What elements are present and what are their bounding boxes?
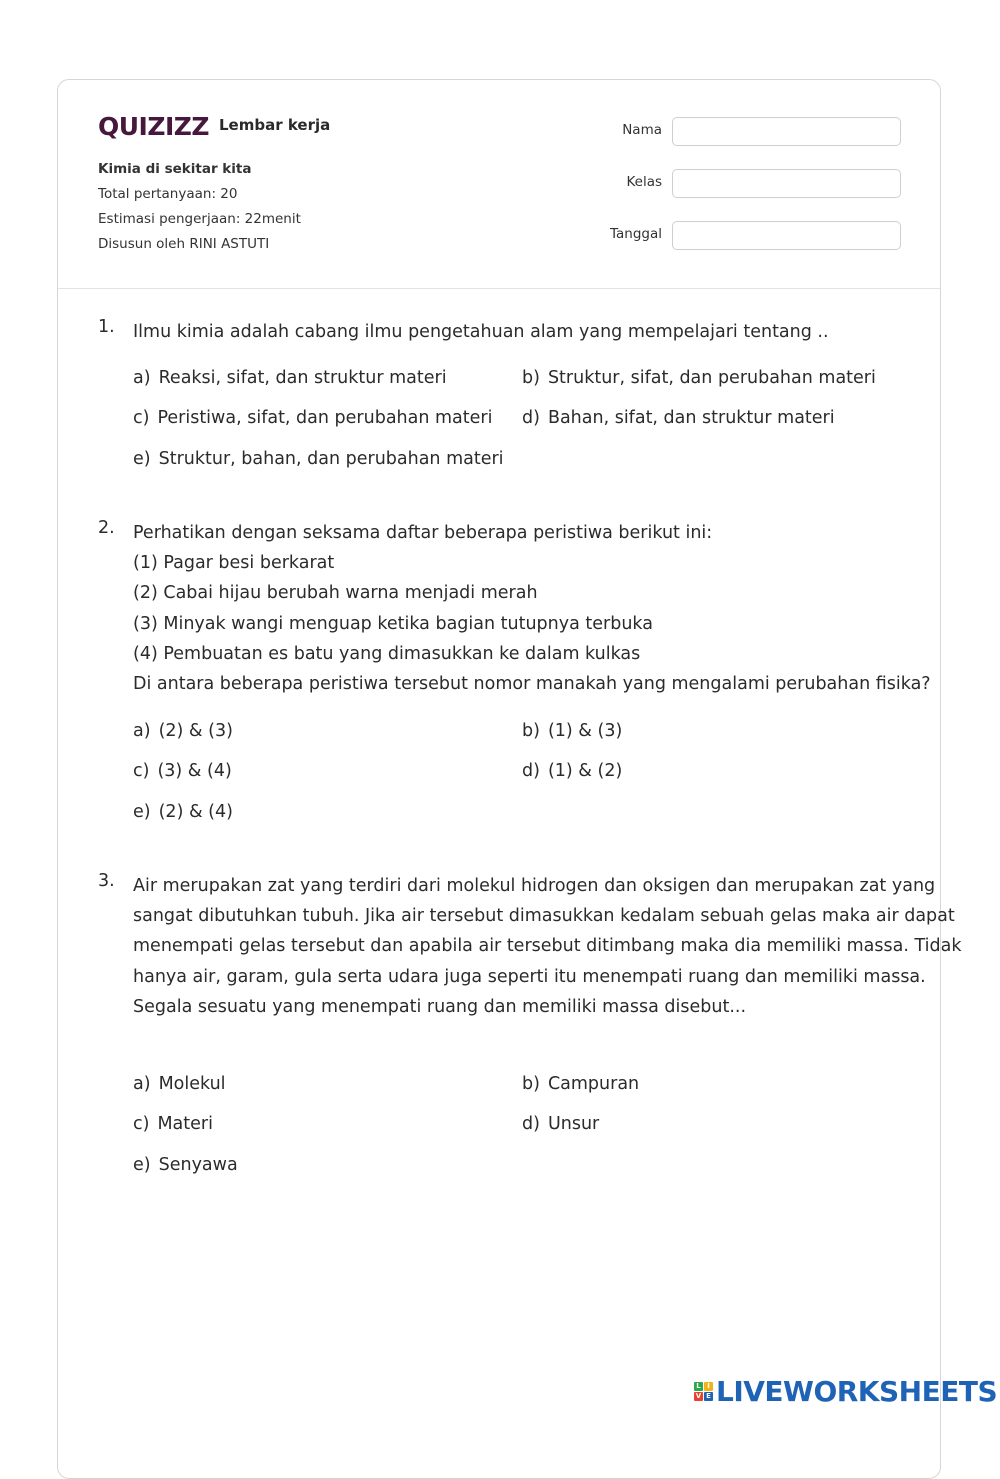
option-2c[interactable]: c) (3) & (4) [133, 761, 232, 781]
option-1a[interactable]: a) Reaksi, sifat, dan struktur materi [133, 368, 447, 388]
date-label: Tanggal [609, 226, 662, 242]
sheet-type-label: Lembar kerja [219, 116, 331, 134]
total-questions: Total pertanyaan: 20 [98, 186, 238, 202]
class-label: Kelas [626, 174, 662, 190]
date-field[interactable] [672, 221, 901, 250]
question-number: 1. [98, 317, 115, 337]
option-2b[interactable]: b) (1) & (3) [522, 721, 623, 741]
question-line: Ilmu kimia adalah cabang ilmu pengetahuan alam yang mempelajari tentang .. [133, 322, 829, 342]
option-3b[interactable]: b) Campuran [522, 1074, 640, 1094]
option-1b[interactable]: b) Struktur, sifat, dan perubahan materi [522, 368, 876, 388]
question-line: Segala sesuatu yang menempati ruang dan memiliki massa disebut... [133, 996, 747, 1017]
option-3d[interactable]: d) Unsur [522, 1114, 600, 1134]
name-label: Nama [622, 122, 662, 138]
question-line: Perhatikan dengan seksama daftar beberapa peristiwa berikut ini: [133, 523, 713, 543]
liveworksheets-blocks-icon: L I V E [694, 1382, 713, 1401]
question-line: Air merupakan zat yang terdiri dari molekul hidrogen dan oksigen dan merupakan zat yang [133, 876, 936, 896]
estimated-time: Estimasi pengerjaan: 22menit [98, 211, 301, 227]
header-divider [58, 288, 940, 289]
liveworksheets-wordmark: LIVEWORKSHEETS [716, 1375, 998, 1408]
question-number: 2. [98, 518, 115, 538]
liveworksheets-logo [694, 1375, 997, 1408]
svg-text:QUIZIZZ: QUIZIZZ [98, 112, 210, 141]
option-3c[interactable]: c) Materi [133, 1114, 213, 1134]
question-line: hanya air, garam, gula serta udara juga seperti itu menempati ruang dan memiliki massa. [133, 966, 926, 987]
question-line: (1) Pagar besi berkarat [133, 553, 335, 574]
quizizz-logo [98, 108, 210, 142]
option-2a[interactable]: a) (2) & (3) [133, 721, 233, 741]
question-line: Di antara beberapa peristiwa tersebut nomor manakah yang mengalami perubahan fisika? [133, 674, 931, 695]
question-line: (3) Minyak wangi menguap ketika bagian tutupnya terbuka [133, 613, 653, 634]
question-text [133, 317, 893, 347]
question-line: (4) Pembuatan es batu yang dimasukkan ke dalam kulkas [133, 643, 641, 664]
author: Disusun oleh RINI ASTUTI [98, 236, 270, 252]
option-3e[interactable]: e) Senyawa [133, 1155, 238, 1175]
option-1e[interactable]: e) Struktur, bahan, dan perubahan materi [133, 449, 504, 469]
quiz-title: Kimia di sekitar kita [98, 161, 252, 177]
question-text [133, 871, 962, 1022]
option-2e[interactable]: e) (2) & (4) [133, 802, 233, 822]
class-field[interactable] [672, 169, 901, 198]
question-line: sangat dibutuhkan tubuh. Jika air tersebut dimasukkan kedalam sebuah gelas maka air dapat [133, 906, 955, 927]
question-line: menempati gelas tersebut dan apabila air tersebut ditimbang maka dia memiliki massa. Tidak [133, 936, 962, 957]
name-field[interactable] [672, 117, 901, 146]
option-2d[interactable]: d) (1) & (2) [522, 761, 623, 781]
question-line: (2) Cabai hijau berubah warna menjadi merah [133, 583, 538, 604]
option-3a[interactable]: a) Molekul [133, 1074, 226, 1094]
question-text [133, 518, 931, 699]
question-number: 3. [98, 871, 115, 891]
option-1d[interactable]: d) Bahan, sifat, dan struktur materi [522, 408, 835, 428]
option-1c[interactable]: c) Peristiwa, sifat, dan perubahan materi [133, 408, 493, 428]
